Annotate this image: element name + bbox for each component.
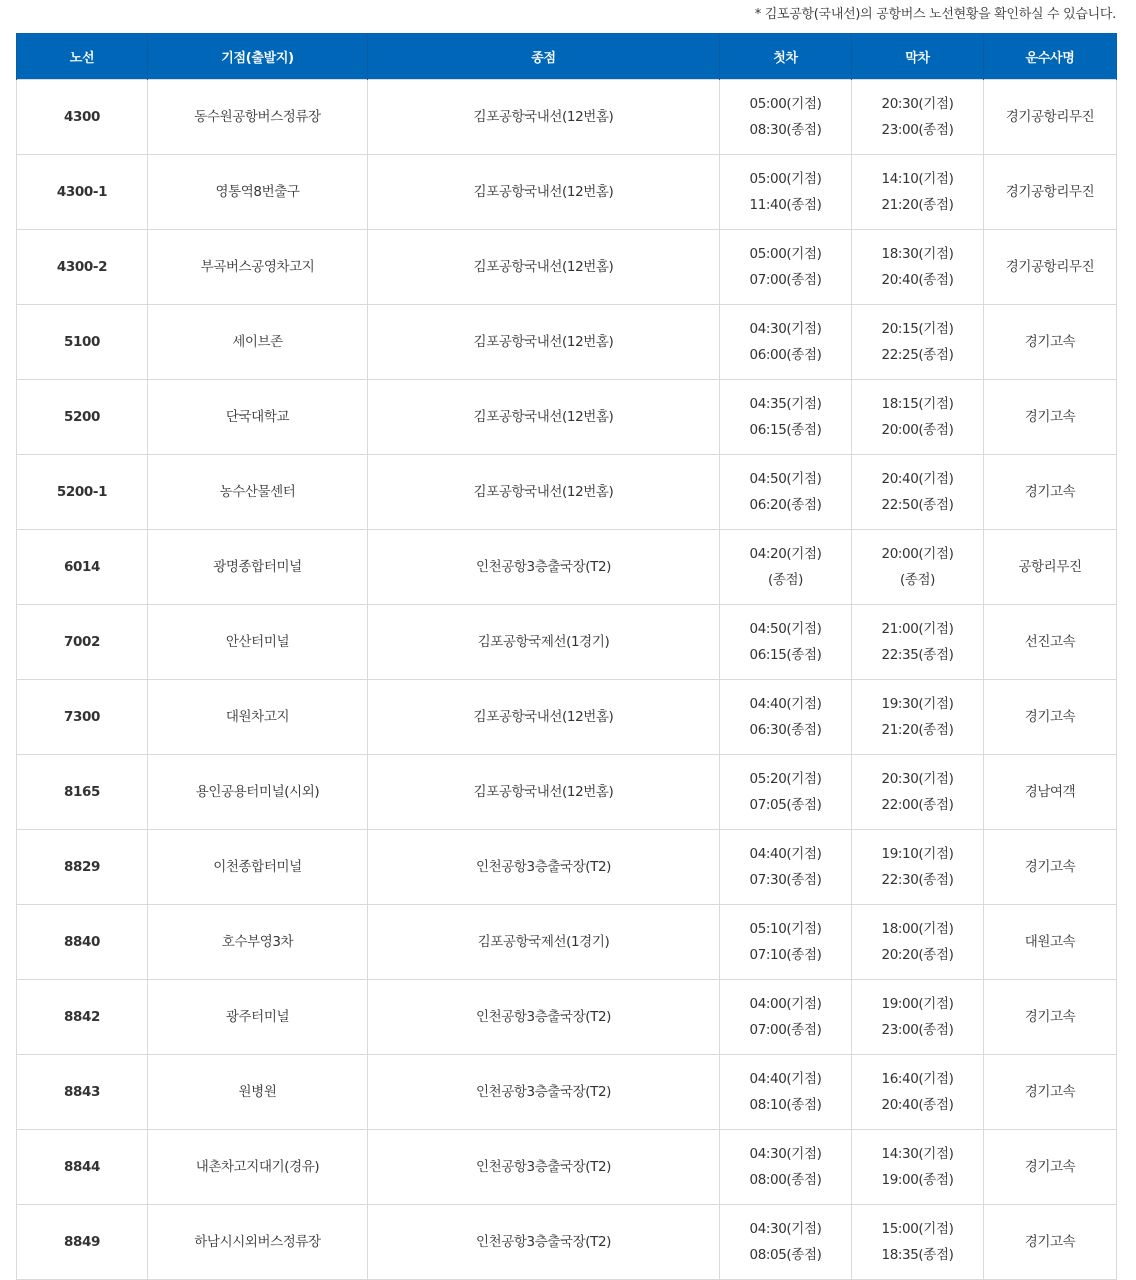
last-bus-terminal-time: 20:40(종점): [881, 272, 954, 288]
route-number: 8843: [17, 1055, 148, 1130]
header-route: 노선: [17, 33, 148, 80]
route-number: 5200-1: [17, 455, 148, 530]
last-bus-origin-time: 20:40(기점): [881, 471, 954, 487]
first-bus-origin-time: 04:20(기점): [749, 546, 822, 562]
last-bus-cell: [852, 1205, 984, 1280]
last-bus-origin-time: 14:30(기점): [881, 1146, 954, 1162]
table-row: [17, 455, 1117, 530]
first-bus-cell: [720, 905, 852, 980]
first-bus-origin-time: 04:00(기점): [749, 996, 822, 1012]
last-bus-terminal-time: 22:50(종점): [881, 497, 954, 513]
last-bus-origin-time: 18:00(기점): [881, 921, 954, 937]
first-bus-cell: [720, 530, 852, 605]
table-row: [17, 305, 1117, 380]
first-bus-cell: [720, 830, 852, 905]
first-bus-cell: [720, 1055, 852, 1130]
table-row: [17, 230, 1117, 305]
last-bus-terminal-time: 23:00(종점): [881, 122, 954, 138]
table-header-row: [17, 33, 1117, 80]
first-bus-cell: [720, 980, 852, 1055]
origin-cell: 내촌차고지대기(경유): [148, 1130, 368, 1205]
last-bus-cell: [852, 155, 984, 230]
first-bus-origin-time: 04:50(기점): [749, 621, 822, 637]
first-bus-origin-time: 04:40(기점): [749, 696, 822, 712]
company-cell: 공항리무진: [984, 530, 1117, 605]
destination-cell: 인천공항3층출국장(T2): [368, 530, 720, 605]
first-bus-cell: [720, 230, 852, 305]
table-row: [17, 605, 1117, 680]
first-bus-terminal-time: 07:00(종점): [749, 1022, 822, 1038]
last-bus-terminal-time: 21:20(종점): [881, 197, 954, 213]
table-body: [17, 80, 1117, 1280]
last-bus-cell: [852, 1130, 984, 1205]
header-company: 운수사명: [984, 33, 1117, 80]
origin-cell: 농수산물센터: [148, 455, 368, 530]
table-row: [17, 530, 1117, 605]
last-bus-cell: [852, 380, 984, 455]
last-bus-cell: [852, 980, 984, 1055]
destination-cell: 김포공항국내선(12번홈): [368, 305, 720, 380]
first-bus-origin-time: 04:40(기점): [749, 846, 822, 862]
table-row: [17, 980, 1117, 1055]
first-bus-cell: [720, 305, 852, 380]
origin-cell: 하남시시외버스정류장: [148, 1205, 368, 1280]
last-bus-terminal-time: 22:25(종점): [881, 347, 954, 363]
destination-cell: 인천공항3층출국장(T2): [368, 1055, 720, 1130]
first-bus-cell: [720, 455, 852, 530]
first-bus-terminal-time: 06:00(종점): [749, 347, 822, 363]
first-bus-terminal-time: 07:05(종점): [749, 797, 822, 813]
company-cell: 경기고속: [984, 380, 1117, 455]
last-bus-origin-time: 19:00(기점): [881, 996, 954, 1012]
last-bus-cell: [852, 755, 984, 830]
route-number: 8165: [17, 755, 148, 830]
company-cell: 경기고속: [984, 1055, 1117, 1130]
origin-cell: 대원차고지: [148, 680, 368, 755]
first-bus-origin-time: 05:10(기점): [749, 921, 822, 937]
last-bus-origin-time: 18:15(기점): [881, 396, 954, 412]
destination-cell: 김포공항국내선(12번홈): [368, 80, 720, 155]
first-bus-cell: [720, 80, 852, 155]
company-cell: 선진고속: [984, 605, 1117, 680]
last-bus-cell: [852, 80, 984, 155]
first-bus-origin-time: 05:00(기점): [749, 96, 822, 112]
destination-cell: 인천공항3층출국장(T2): [368, 1130, 720, 1205]
table-row: [17, 680, 1117, 755]
first-bus-origin-time: 04:35(기점): [749, 396, 822, 412]
origin-cell: 광명종합터미널: [148, 530, 368, 605]
route-number: 7300: [17, 680, 148, 755]
first-bus-terminal-time: 06:30(종점): [749, 722, 822, 738]
origin-cell: 세이브존: [148, 305, 368, 380]
first-bus-terminal-time: 11:40(종점): [749, 197, 822, 213]
header-last-bus: 막차: [852, 33, 984, 80]
last-bus-origin-time: 19:10(기점): [881, 846, 954, 862]
first-bus-origin-time: 05:00(기점): [749, 171, 822, 187]
last-bus-terminal-time: 19:00(종점): [881, 1172, 954, 1188]
table-row: [17, 755, 1117, 830]
last-bus-cell: [852, 605, 984, 680]
company-cell: 경기고속: [984, 1205, 1117, 1280]
last-bus-terminal-time: (종점): [899, 572, 936, 588]
first-bus-terminal-time: 06:20(종점): [749, 497, 822, 513]
first-bus-terminal-time: 06:15(종점): [749, 647, 822, 663]
destination-cell: 김포공항국내선(12번홈): [368, 755, 720, 830]
first-bus-cell: [720, 1130, 852, 1205]
route-number: 5200: [17, 380, 148, 455]
last-bus-origin-time: 18:30(기점): [881, 246, 954, 262]
first-bus-cell: [720, 680, 852, 755]
route-number: 5100: [17, 305, 148, 380]
origin-cell: 안산터미널: [148, 605, 368, 680]
table-row: [17, 155, 1117, 230]
header-destination: 종점: [368, 33, 720, 80]
origin-cell: 이천종합터미널: [148, 830, 368, 905]
last-bus-origin-time: 20:30(기점): [881, 96, 954, 112]
first-bus-origin-time: 05:00(기점): [749, 246, 822, 262]
destination-cell: 김포공항국내선(12번홈): [368, 380, 720, 455]
last-bus-origin-time: 14:10(기점): [881, 171, 954, 187]
last-bus-terminal-time: 20:20(종점): [881, 947, 954, 963]
airport-bus-routes-table: [16, 33, 1117, 1280]
company-cell: 경기고속: [984, 305, 1117, 380]
last-bus-cell: [852, 1055, 984, 1130]
notice-text: * 김포공항(국내선)의 공항버스 노선현황을 확인하실 수 있습니다.: [754, 7, 1116, 22]
last-bus-origin-time: 21:00(기점): [881, 621, 954, 637]
last-bus-cell: [852, 455, 984, 530]
company-cell: 경기공항리무진: [984, 80, 1117, 155]
last-bus-cell: [852, 230, 984, 305]
origin-cell: 동수원공항버스정류장: [148, 80, 368, 155]
destination-cell: 김포공항국제선(1경기): [368, 605, 720, 680]
first-bus-cell: [720, 380, 852, 455]
last-bus-terminal-time: 22:35(종점): [881, 647, 954, 663]
table-row: [17, 1130, 1117, 1205]
route-number: 4300-1: [17, 155, 148, 230]
first-bus-cell: [720, 605, 852, 680]
last-bus-origin-time: 15:00(기점): [881, 1221, 954, 1237]
route-number: 8849: [17, 1205, 148, 1280]
first-bus-terminal-time: 08:10(종점): [749, 1097, 822, 1113]
route-number: 8840: [17, 905, 148, 980]
last-bus-cell: [852, 680, 984, 755]
first-bus-origin-time: 04:30(기점): [749, 321, 822, 337]
first-bus-cell: [720, 755, 852, 830]
company-cell: 대원고속: [984, 905, 1117, 980]
company-cell: 경기공항리무진: [984, 230, 1117, 305]
table-row: [17, 80, 1117, 155]
company-cell: 경기고속: [984, 980, 1117, 1055]
route-number: 6014: [17, 530, 148, 605]
company-cell: 경기고속: [984, 1130, 1117, 1205]
last-bus-cell: [852, 305, 984, 380]
first-bus-origin-time: 04:50(기점): [749, 471, 822, 487]
company-cell: 경기고속: [984, 455, 1117, 530]
origin-cell: 단국대학교: [148, 380, 368, 455]
table-row: [17, 1205, 1117, 1280]
last-bus-terminal-time: 21:20(종점): [881, 722, 954, 738]
route-number: 7002: [17, 605, 148, 680]
destination-cell: 김포공항국제선(1경기): [368, 905, 720, 980]
last-bus-terminal-time: 22:00(종점): [881, 797, 954, 813]
destination-cell: 인천공항3층출국장(T2): [368, 980, 720, 1055]
last-bus-cell: [852, 905, 984, 980]
table-row: [17, 830, 1117, 905]
first-bus-terminal-time: 07:30(종점): [749, 872, 822, 888]
first-bus-terminal-time: 06:15(종점): [749, 422, 822, 438]
last-bus-cell: [852, 830, 984, 905]
origin-cell: 부곡버스공영차고지: [148, 230, 368, 305]
last-bus-origin-time: 19:30(기점): [881, 696, 954, 712]
last-bus-terminal-time: 22:30(종점): [881, 872, 954, 888]
table-row: [17, 380, 1117, 455]
first-bus-cell: [720, 1205, 852, 1280]
first-bus-terminal-time: 07:10(종점): [749, 947, 822, 963]
route-number: 4300: [17, 80, 148, 155]
header-first-bus: 첫차: [720, 33, 852, 80]
destination-cell: 김포공항국내선(12번홈): [368, 455, 720, 530]
first-bus-origin-time: 04:30(기점): [749, 1221, 822, 1237]
route-number: 8844: [17, 1130, 148, 1205]
table-row: [17, 1055, 1117, 1130]
origin-cell: 광주터미널: [148, 980, 368, 1055]
origin-cell: 영통역8번출구: [148, 155, 368, 230]
last-bus-terminal-time: 18:35(종점): [881, 1247, 954, 1263]
company-cell: 경기고속: [984, 680, 1117, 755]
route-number: 8842: [17, 980, 148, 1055]
last-bus-origin-time: 20:15(기점): [881, 321, 954, 337]
origin-cell: 호수부영3차: [148, 905, 368, 980]
first-bus-terminal-time: 08:00(종점): [749, 1172, 822, 1188]
destination-cell: 김포공항국내선(12번홈): [368, 155, 720, 230]
route-number: 4300-2: [17, 230, 148, 305]
destination-cell: 인천공항3층출국장(T2): [368, 830, 720, 905]
first-bus-cell: [720, 155, 852, 230]
destination-cell: 인천공항3층출국장(T2): [368, 1205, 720, 1280]
last-bus-terminal-time: 20:40(종점): [881, 1097, 954, 1113]
last-bus-terminal-time: 20:00(종점): [881, 422, 954, 438]
company-cell: 경기고속: [984, 830, 1117, 905]
table-row: [17, 905, 1117, 980]
first-bus-terminal-time: 07:00(종점): [749, 272, 822, 288]
origin-cell: 원병원: [148, 1055, 368, 1130]
last-bus-origin-time: 20:30(기점): [881, 771, 954, 787]
company-cell: 경남여객: [984, 755, 1117, 830]
last-bus-cell: [852, 530, 984, 605]
header-origin: 기점(출발지): [148, 33, 368, 80]
destination-cell: 김포공항국내선(12번홈): [368, 230, 720, 305]
last-bus-origin-time: 20:00(기점): [881, 546, 954, 562]
origin-cell: 용인공용터미널(시외): [148, 755, 368, 830]
first-bus-terminal-time: (종점): [767, 572, 804, 588]
first-bus-origin-time: 04:30(기점): [749, 1146, 822, 1162]
route-number: 8829: [17, 830, 148, 905]
first-bus-origin-time: 04:40(기점): [749, 1071, 822, 1087]
company-cell: 경기공항리무진: [984, 155, 1117, 230]
first-bus-origin-time: 05:20(기점): [749, 771, 822, 787]
last-bus-terminal-time: 23:00(종점): [881, 1022, 954, 1038]
destination-cell: 김포공항국내선(12번홈): [368, 680, 720, 755]
first-bus-terminal-time: 08:30(종점): [749, 122, 822, 138]
first-bus-terminal-time: 08:05(종점): [749, 1247, 822, 1263]
last-bus-origin-time: 16:40(기점): [881, 1071, 954, 1087]
